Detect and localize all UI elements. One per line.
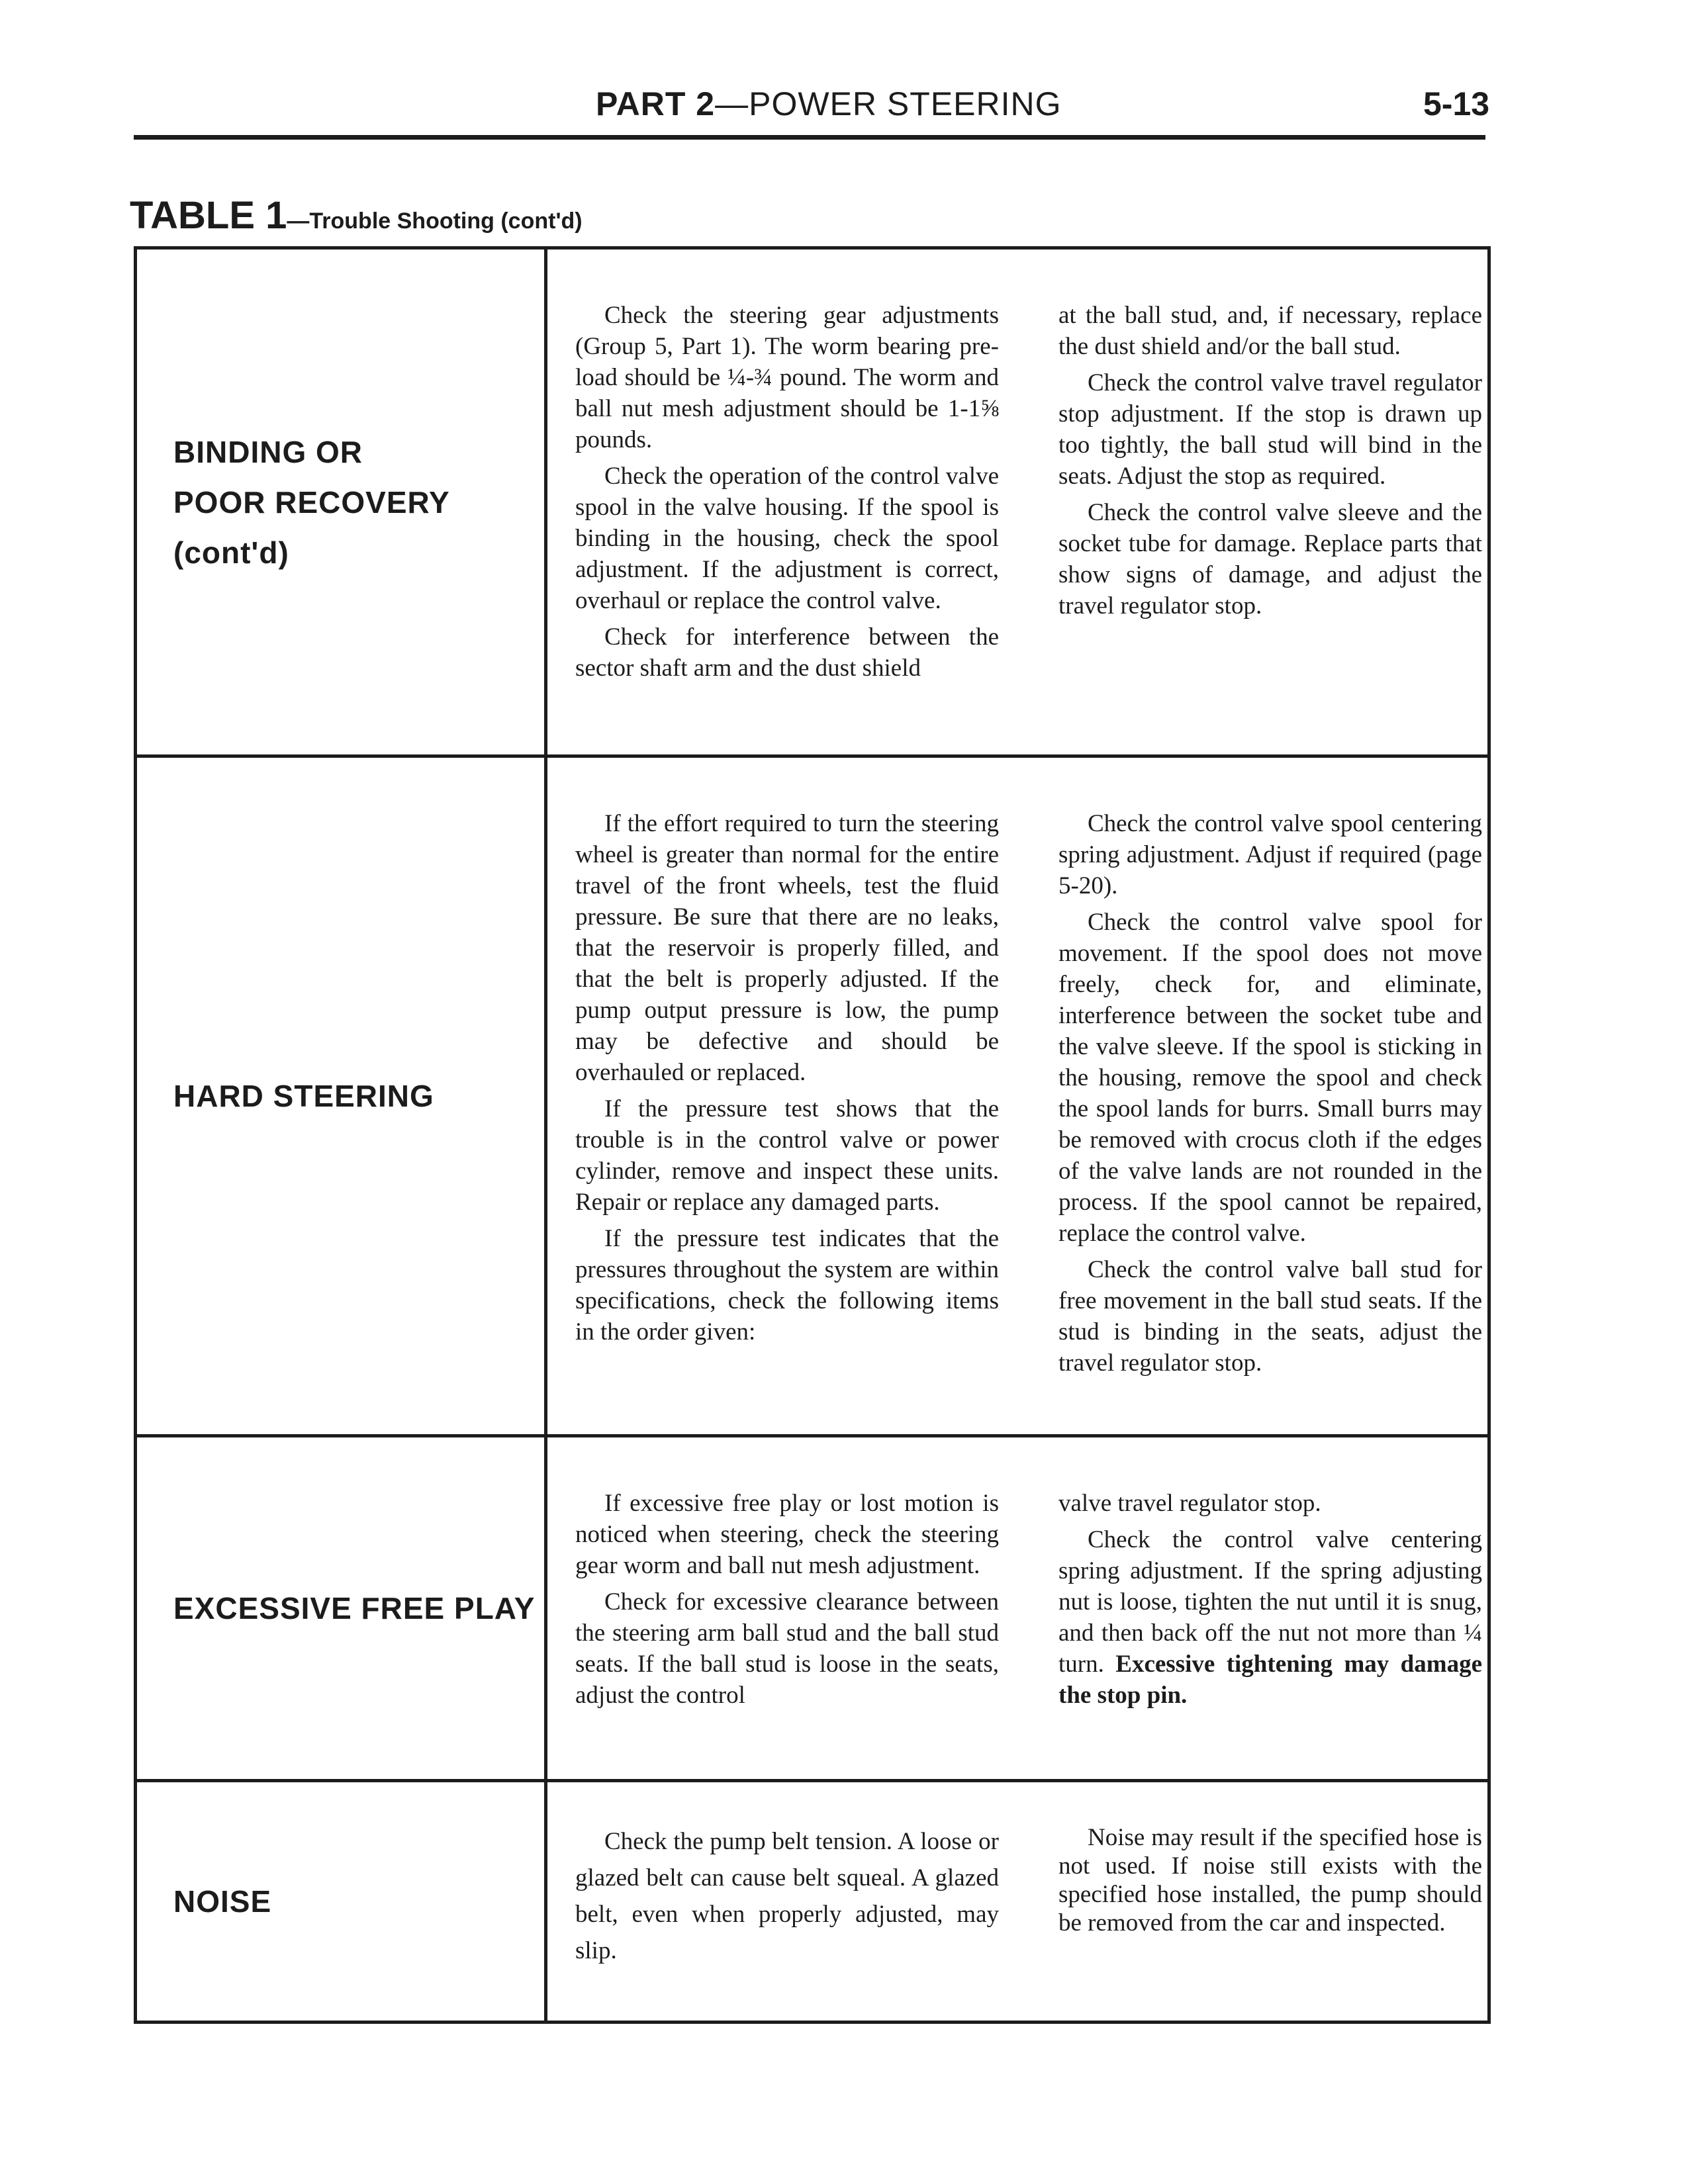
remedy-column: [575, 758, 999, 1434]
paragraph: Check the pump belt tension. A loose or glazed belt can cause belt squeal. A glazed belt, even when properly adjusted, may slip.: [575, 1828, 999, 1964]
condition-line: (cont'd): [173, 535, 289, 570]
paragraph: Check the control valve spool for movement. If the spool does not move freely, check for, and eliminate, interference between the socket tube and the valve sleeve. If the spool is sticking in the housing, remove the spool and check the spool lands for burrs. Small burrs may be removed with crocus cloth if the edges of the valve lands are not rounded in the process. If the spool cannot be repaired, replace the control valve.: [1058, 909, 1482, 1247]
condition-cell: [137, 250, 547, 754]
table-title: [130, 193, 583, 238]
section-title: POWER STEERING: [749, 85, 1062, 122]
paragraph: If the effort required to turn the steering wheel is greater than normal for the entire travel of the front wheels, test the fluid pressure. Be sure that there are no leaks, that the reservoir is properly filled, and that the belt is properly adjusted. If the pump output pressure is low, the pump may be defective and should be overhauled or replaced.: [575, 810, 999, 1086]
paragraph: Check the steering gear adjustments (Group 5, Part 1). The worm bearing pre-load should be ¼-¾ pound. The worm and ball nut mesh adjustment should be 1-1⅝ pounds.: [575, 302, 999, 453]
page-number: 5-13: [1423, 85, 1490, 122]
paragraph: Check for interference between the sector shaft arm and the dust shield: [575, 623, 999, 682]
paragraph: If the pressure test shows that the trouble is in the control valve or power cylinder, remove and inspect these units. Repair or replace any damaged parts.: [575, 1095, 999, 1216]
condition-line: EXCESSIVE FREE PLAY: [173, 1591, 536, 1625]
paragraph: Check for excessive clearance between the steering arm ball stud and the ball stud seats. If the ball stud is loose in the seats, adjust the control: [575, 1588, 999, 1709]
condition-line: HARD STEERING: [173, 1079, 434, 1113]
table-number: TABLE 1: [130, 194, 287, 237]
paragraph: If excessive free play or lost motion is noticed when steering, check the steering gear worm and ball nut mesh adjustment.: [575, 1490, 999, 1579]
header-rule: [134, 135, 1485, 140]
condition-line: BINDING OR: [173, 434, 363, 469]
paragraph-text: Check the control valve centering spring adjustment. If the spring adjusting nut is loose, tighten the nut until it is snug, and then back off the nut not more than ¼ turn.: [1058, 1526, 1482, 1678]
table-row: [137, 754, 1487, 1434]
paragraph: valve travel regulator stop.: [1058, 1490, 1321, 1517]
condition-cell: [137, 758, 547, 1434]
remedy-column: [1058, 1782, 1482, 2021]
remedy-column: [575, 250, 999, 754]
table-subtitle: —Trouble Shooting (cont'd): [287, 208, 583, 234]
trouble-shooting-table: [134, 246, 1491, 2024]
part-label: PART 2: [596, 85, 716, 122]
paragraph: If the pressure test indicates that the pressures throughout the system are within specifications, check the following items in the order given:: [575, 1225, 999, 1345]
condition-cell: [137, 1782, 547, 2021]
paragraph: at the ball stud, and, if necessary, replace the dust shield and/or the ball stud.: [1058, 302, 1482, 360]
paragraph: Check the control valve ball stud for free movement in the ball stud seats. If the stud is binding in the seats, adjust the travel regulator stop.: [1058, 1256, 1482, 1377]
remedy-column: [1058, 250, 1482, 754]
paragraph: Check the control valve spool centering spring adjustment. Adjust if required (page 5-20).: [1058, 810, 1482, 899]
table-row: [137, 1434, 1487, 1779]
running-header: [596, 85, 1061, 123]
paragraph: Noise may result if the specified hose is not used. If noise still exists with the specified hose installed, the pump should be removed from the car and inspected.: [1058, 1824, 1482, 1936]
remedy-column: [1058, 1437, 1482, 1779]
table-row: [137, 1779, 1487, 2021]
remedy-column: [1058, 758, 1482, 1434]
remedy-column: [575, 1437, 999, 1779]
paragraph: Check the operation of the control valve spool in the valve housing. If the spool is binding in the housing, check the spool adjustment. If the adjustment is correct, overhaul or replace the control valve.: [575, 463, 999, 614]
paragraph: Check the control valve sleeve and the socket tube for damage. Replace parts that show signs of damage, and adjust the travel regulator stop.: [1058, 499, 1482, 619]
warning-text: Excessive tightening may damage the stop pin.: [1058, 1651, 1482, 1709]
condition-cell: [137, 1437, 547, 1779]
remedy-column: [575, 1782, 999, 2021]
header-dash: —: [715, 85, 749, 122]
paragraph: [1058, 1524, 1482, 1711]
condition-line: NOISE: [173, 1884, 272, 1919]
table-row: [137, 250, 1487, 754]
paragraph: Check the control valve travel regulator stop adjustment. If the stop is drawn up too tightly, the ball stud will bind in the seats. Adjust the stop as required.: [1058, 369, 1482, 490]
condition-line: POOR RECOVERY: [173, 484, 450, 520]
